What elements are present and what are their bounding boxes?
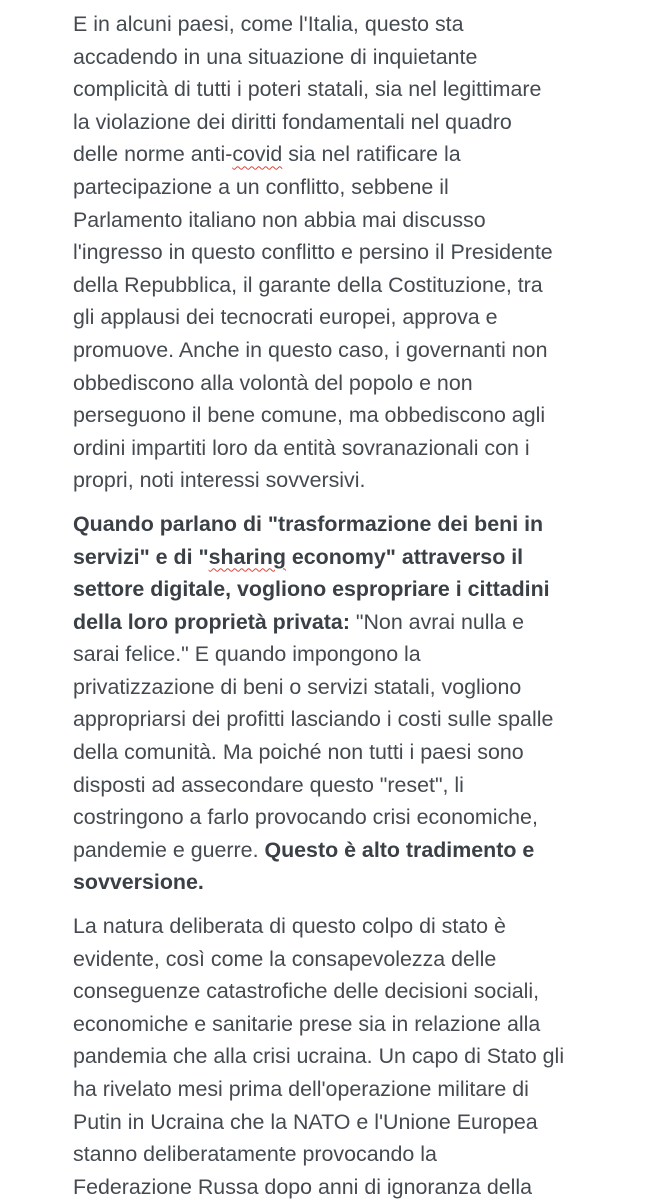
bold-text-run: Questo è alto tradimento e — [264, 837, 535, 862]
text-line — [73, 834, 643, 867]
text-line — [73, 269, 643, 302]
text-run: appropriarsi dei profitti lasciando i costi sulle spalle — [73, 707, 554, 732]
text-line — [73, 399, 643, 432]
text-run: propri, noti interessi sovversivi. — [73, 468, 366, 493]
text-run: promuove. Anche in questo caso, i governanti non — [73, 337, 548, 362]
text-run: la violazione dei diritti fondamentali nel quadro — [73, 109, 512, 134]
article-body — [73, 8, 643, 1203]
text-run: stanno deliberatamente provocando la — [73, 1142, 437, 1167]
text-line — [73, 236, 643, 269]
text-run: complicità di tutti i poteri statali, sia nel legittimare — [73, 77, 542, 102]
text-run: della Repubblica, il garante della Costituzione, tra — [73, 272, 543, 297]
text-run: obbediscono alla volontà del popolo e non — [73, 370, 473, 395]
article-paragraph — [73, 508, 643, 899]
text-run: sia nel ratificare la — [282, 142, 461, 167]
text-run: ordini impartiti loro da entità sovranazionali con i — [73, 435, 530, 460]
text-line — [73, 367, 643, 400]
text-run: economiche e sanitarie prese sia in relazione alla — [73, 1011, 541, 1036]
bold-text-run: servizi" e di " — [73, 544, 209, 569]
text-line — [73, 866, 643, 899]
text-line — [73, 334, 643, 367]
text-line — [73, 171, 643, 204]
text-run: delle norme anti- — [73, 142, 233, 167]
text-line — [73, 432, 643, 465]
bold-text-run: Quando parlano di "trasformazione dei beni in — [73, 511, 544, 536]
text-run: l'ingresso in questo conflitto e persino il Presidente — [73, 240, 553, 265]
text-run: "Non avrai nulla e — [349, 609, 525, 634]
text-run: evidente, così come la consapevolezza delle — [73, 946, 497, 971]
text-run: gli applausi dei tecnocrati europei, approva e — [73, 305, 498, 330]
text-line — [73, 910, 643, 943]
text-line — [73, 1073, 643, 1106]
misspelled-word: sharing — [208, 544, 286, 569]
text-line — [73, 606, 643, 639]
text-run: accadendo in una situazione di inquietante — [73, 44, 478, 69]
text-line — [73, 736, 643, 769]
text-line — [73, 769, 643, 802]
text-run: privatizzazione di beni o servizi statali, vogliono — [73, 674, 522, 699]
text-run: costringono a farlo provocando crisi economiche, — [73, 805, 538, 830]
text-run: ha rivelato mesi prima dell'operazione militare di — [73, 1077, 529, 1101]
text-line — [73, 943, 643, 976]
text-run: Federazione Russa dopo anni di ignoranza della — [73, 1174, 533, 1199]
bold-text-run: sovversione. — [73, 870, 204, 895]
text-line — [73, 1138, 643, 1171]
text-run: pandemie e guerre. — [73, 837, 265, 862]
text-run: partecipazione a un conflitto, sebbene il — [73, 174, 449, 199]
text-line — [73, 541, 643, 574]
text-line — [73, 573, 643, 606]
text-line — [73, 801, 643, 834]
text-run: Putin in Ucraina che la NATO e l'Unione Europea — [73, 1109, 538, 1134]
text-line — [73, 204, 643, 237]
text-line — [73, 508, 643, 541]
text-run: La natura deliberata di questo colpo di stato è — [73, 914, 506, 939]
text-line — [73, 703, 643, 736]
text-line — [73, 1106, 643, 1139]
text-line — [73, 1171, 643, 1203]
text-line — [73, 8, 643, 41]
text-line — [73, 138, 643, 171]
text-run: pandemia che alla crisi ucraina. Un capo di Stato gli — [73, 1044, 565, 1069]
text-run: della comunità. Ma poiché non tutti i paesi sono — [73, 740, 524, 765]
bold-text-run: economy" attraverso il — [285, 544, 524, 569]
text-run: sarai felice." E quando impongono la — [73, 642, 421, 667]
text-run: Parlamento italiano non abbia mai discusso — [73, 207, 486, 232]
text-line — [73, 638, 643, 671]
article-paragraph — [73, 910, 643, 1203]
bold-text-run: della loro proprietà privata: — [73, 609, 350, 634]
text-run: perseguono il bene comune, ma obbediscono agli — [73, 403, 546, 428]
text-line — [73, 975, 643, 1008]
article-paragraph — [73, 8, 643, 497]
text-line — [73, 301, 643, 334]
text-run: E in alcuni paesi, come l'Italia, questo sta — [73, 12, 464, 36]
text-run: disposti ad assecondare questo "reset", li — [73, 772, 464, 797]
misspelled-word: covid — [232, 142, 283, 167]
text-line — [73, 671, 643, 704]
text-line — [73, 1040, 643, 1073]
text-run: conseguenze catastrofiche delle decisioni sociali, — [73, 979, 540, 1004]
bold-text-run: settore digitale, vogliono espropriare i cittadini — [73, 577, 550, 602]
text-line — [73, 106, 643, 139]
text-line — [73, 73, 643, 106]
text-line — [73, 1008, 643, 1041]
text-line — [73, 41, 643, 74]
text-line — [73, 464, 643, 497]
